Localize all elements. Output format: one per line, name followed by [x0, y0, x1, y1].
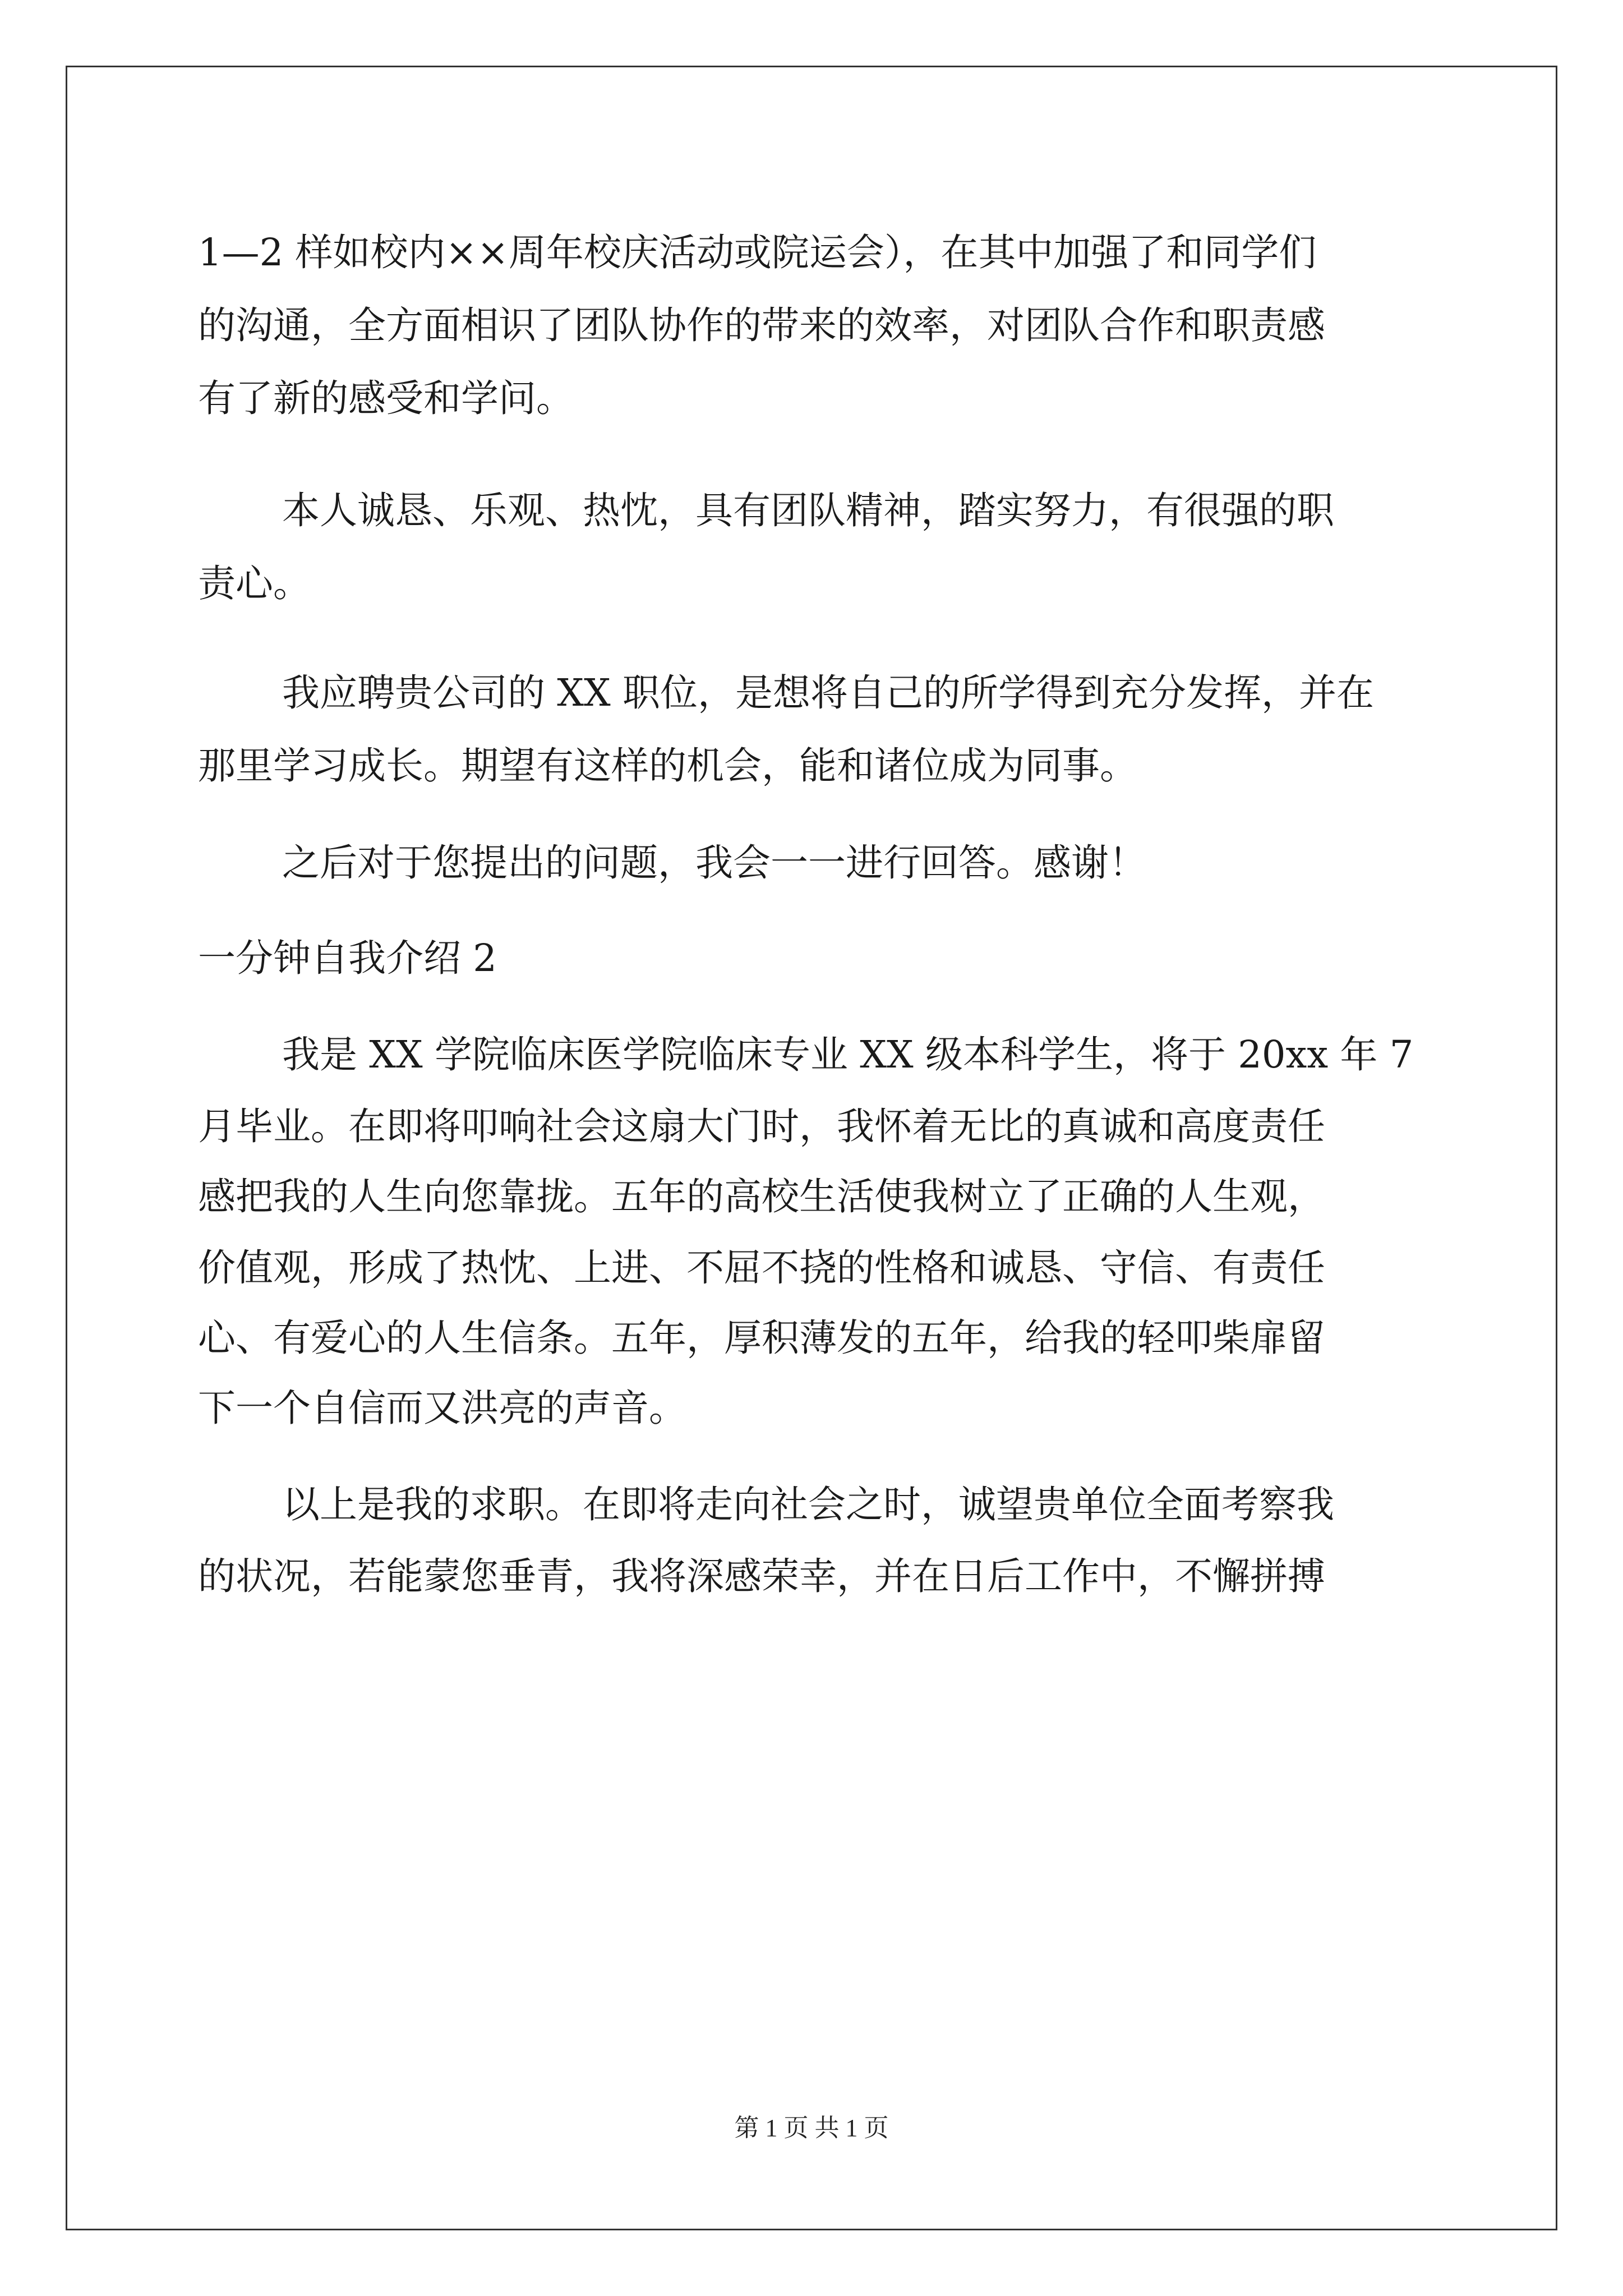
section-heading: 一分钟自我介绍 2 — [198, 936, 497, 980]
paragraph-line: 以上是我的求职。在即将走向社会之时，诚望贵单位全面考察我 — [282, 1483, 1334, 1526]
paragraph-line: 那里学习成长。期望有这样的机会，能和诸位成为同事。 — [198, 744, 1137, 788]
paragraph-line: 心、有爱心的人生信条。五年，厚积薄发的五年，给我的轻叩柴扉留 — [198, 1316, 1325, 1360]
page-footer: 第 1 页 共 1 页 — [734, 2114, 889, 2142]
paragraph-line: 之后对于您提出的问题，我会一一进行回答。感谢！ — [282, 841, 1146, 885]
paragraph-line: 感把我的人生向您靠拢。五年的高校生活使我树立了正确的人生观， — [198, 1175, 1325, 1218]
paragraph-line: 我应聘贵公司的 XX 职位，是想将自己的所学得到充分发挥，并在 — [282, 671, 1374, 715]
paragraph-line: 价值观，形成了热忱、上进、不屈不挠的性格和诚恳、守信、有责任 — [198, 1246, 1325, 1290]
paragraph-line: 有了新的感受和学问。 — [198, 376, 574, 420]
paragraph-line: 的状况，若能蒙您垂青，我将深感荣幸，并在日后工作中，不懈拼搏 — [198, 1554, 1325, 1598]
paragraph-line: 我是 XX 学院临床医学院临床专业 XX 级本科学生，将于 20xx 年 7 — [282, 1033, 1414, 1076]
paragraph-line: 下一个自信而又洪亮的声音。 — [198, 1386, 686, 1430]
paragraph-line: 本人诚恳、乐观、热忱，具有团队精神，踏实努力，有很强的职 — [282, 489, 1334, 532]
paragraph-line: 月毕业。在即将叩响社会这扇大门时，我怀着无比的真诚和高度责任 — [198, 1105, 1325, 1148]
paragraph-line: 的沟通，全方面相识了团队协作的带来的效率，对团队合作和职责感 — [198, 303, 1325, 347]
paragraph-line: 责心。 — [198, 562, 311, 605]
paragraph-line: 1—2 样如校内××周年校庆活动或院运会），在其中加强了和同学们 — [198, 231, 1317, 274]
